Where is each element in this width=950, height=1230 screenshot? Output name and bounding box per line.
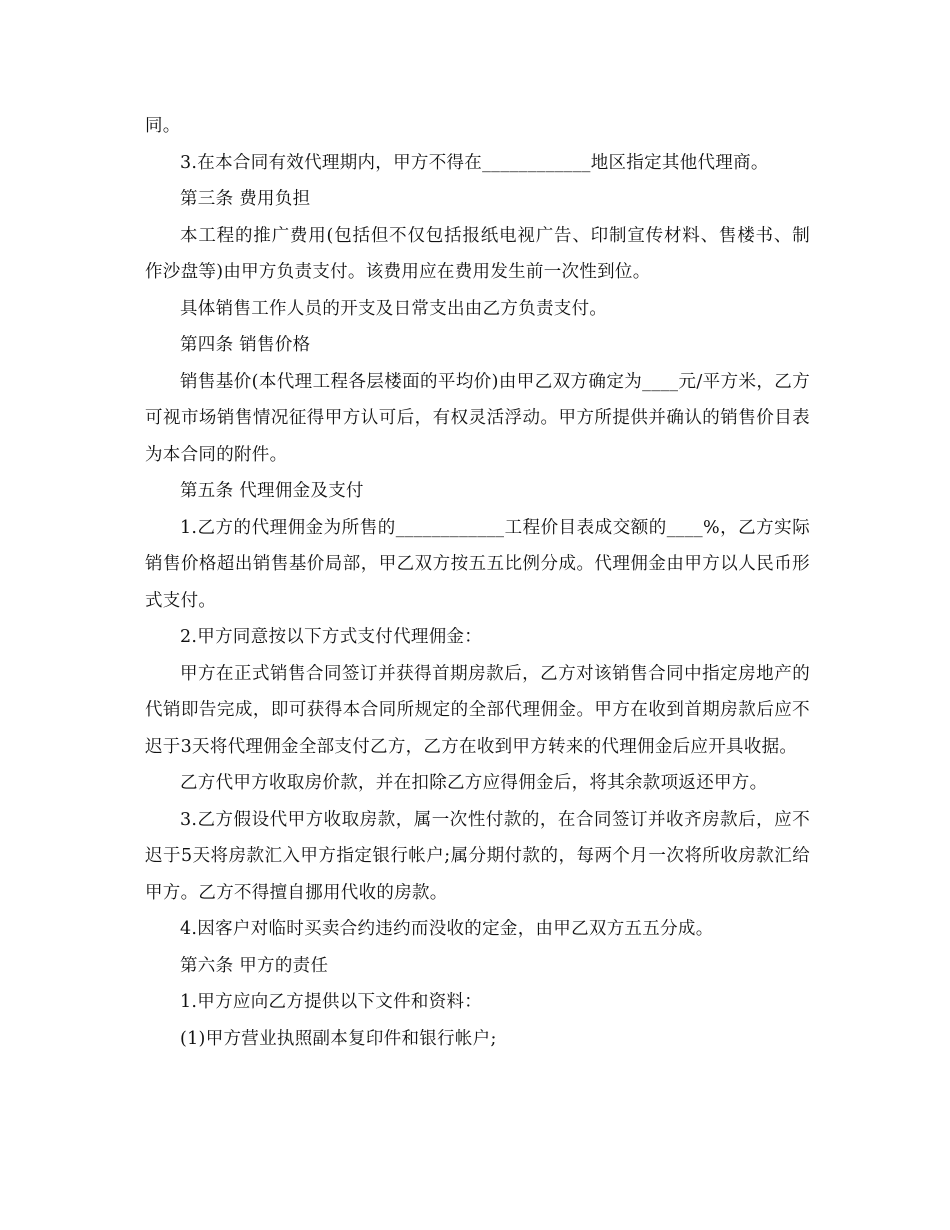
article-3-heading: 第三条 费用负担 (180, 189, 311, 209)
article-5-clause-2: 2.甲方同意按以下方式支付代理佣金： (180, 627, 483, 647)
article-3-paragraph-2: 具体销售工作人员的开支及日常支出由乙方负责支付。 (180, 298, 608, 319)
article-6-clause-1-item-1: (1)甲方营业执照副本复印件和银行帐户; (180, 1028, 497, 1049)
article-5-clause-3: 3.乙方假设代甲方收取房款，属一次性付款的，在合同签订并收齐房款后，应不迟于5天将房款汇入甲方指定银行帐户;属分期付款的，每两个月一次将所收房款汇给甲方。乙方不得擅自挪用代收的房款。 (145, 809, 810, 903)
article-6-clause-1: 1.甲方应向乙方提供以下文件和资料： (180, 992, 483, 1012)
article-4-heading: 第四条 销售价格 (180, 335, 311, 355)
article-5-clause-2-detail-2: 乙方代甲方收取房价款，并在扣除乙方应得佣金后，将其余款项返还甲方。 (180, 773, 768, 793)
clause-2-3: 3.在本合同有效代理期内，甲方不得在____________地区指定其他代理商。 (180, 152, 769, 173)
paragraph-continuation: 同。 (145, 116, 181, 136)
article-5-clause-1: 1.乙方的代理佣金为所售的____________工程价目表成交额的____%，乙方实际销售价格超出销售基价局部，甲乙双方按五五比例分成。代理佣金由甲方以人民币形式支付。 (145, 517, 810, 611)
article-3-paragraph-1: 本工程的推广费用(包括但不仅包括报纸电视广告、印制宣传材料、售楼书、制作沙盘等)由甲方负责支付。该费用应在费用发生前一次性到位。 (145, 225, 810, 282)
article-4-paragraph-1: 销售基价(本代理工程各层楼面的平均价)由甲乙双方确定为____元/平方米，乙方可视市场销售情况征得甲方认可后，有权灵活浮动。甲方所提供并确认的销售价目表为本合同的附件。 (145, 371, 810, 465)
article-5-clause-4: 4.因客户对临时买卖合约违约而没收的定金，由甲乙双方五五分成。 (180, 919, 714, 939)
article-5-clause-2-detail: 甲方在正式销售合同签订并获得首期房款后，乙方对该销售合同中指定房地产的代销即告完成，即可获得本合同所规定的全部代理佣金。甲方在收到首期房款后应不迟于3天将代理佣金全部支付乙方，乙方在收到甲方转来的代理佣金后应开具收据。 (145, 663, 810, 757)
article-5-heading: 第五条 代理佣金及支付 (180, 481, 364, 501)
article-6-heading: 第六条 甲方的责任 (180, 955, 329, 976)
